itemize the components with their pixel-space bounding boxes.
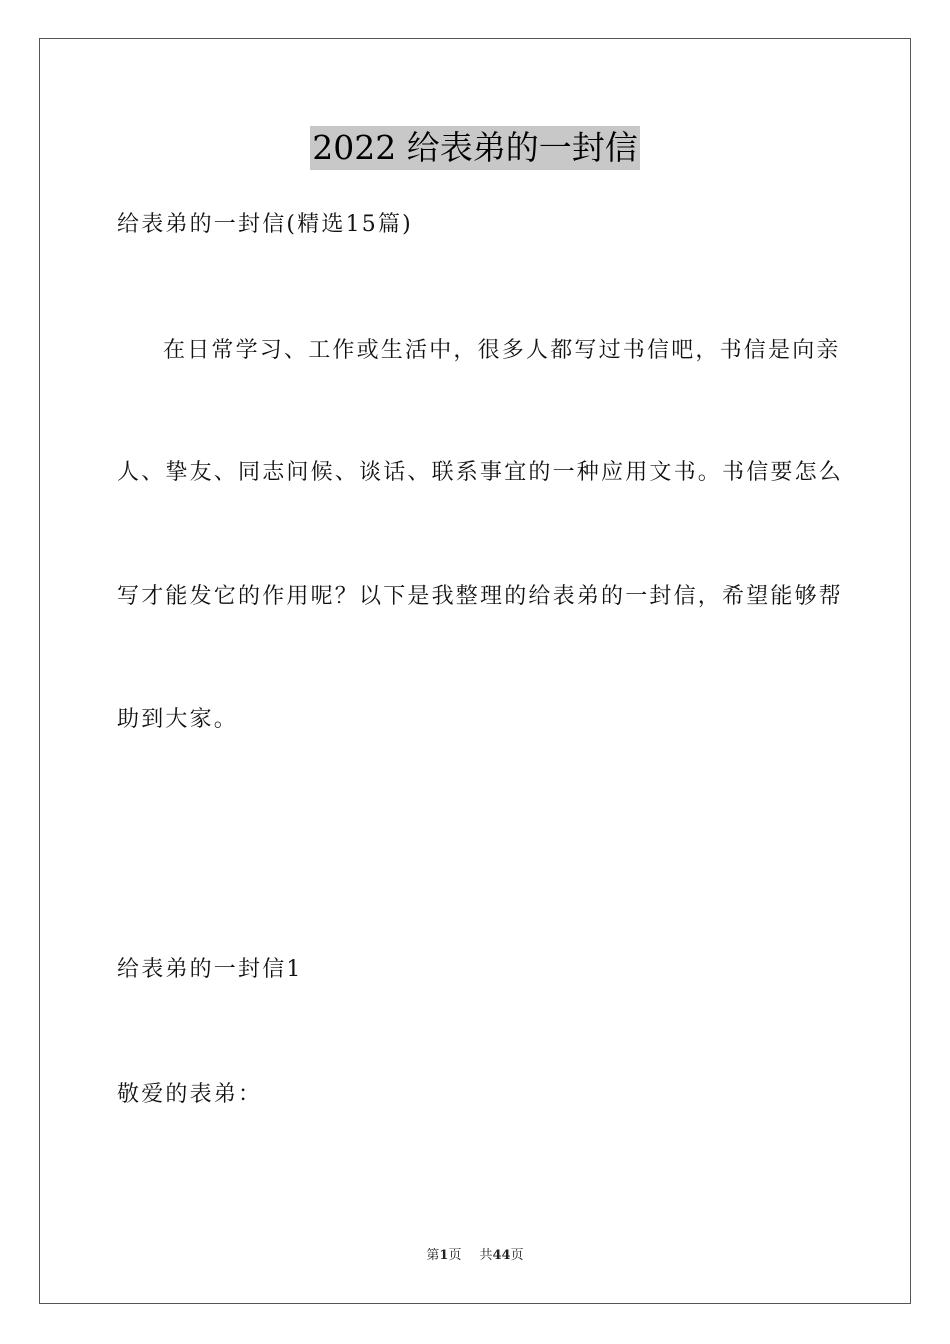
document-subtitle: 给表弟的一封信(精选15篇) <box>117 212 413 237</box>
footer-total-suffix: 页 <box>510 1248 524 1263</box>
salutation: 敬爱的表弟： <box>117 1082 263 1107</box>
footer-total-pages: 44 <box>492 1248 511 1263</box>
footer-page-number: 1 <box>439 1248 449 1263</box>
section-heading: 给表弟的一封信1 <box>117 957 303 982</box>
intro-line-1: 在日常学习、工作或生活中，很多人都写过书信吧，书信是向亲 <box>163 338 841 363</box>
intro-line-3: 写才能发它的作用呢？以下是我整理的给表弟的一封信，希望能够帮 <box>117 584 844 609</box>
page-footer <box>0 1246 950 1266</box>
footer-total-prefix: 共 <box>479 1248 493 1263</box>
intro-line-2: 人、挚友、同志问候、谈话、联系事宜的一种应用文书。书信要怎么 <box>117 460 844 485</box>
document-title: 2022 给表弟的一封信 <box>310 126 639 170</box>
footer-page-suffix: 页 <box>448 1248 462 1263</box>
title-container <box>0 126 950 170</box>
intro-line-4: 助到大家。 <box>117 707 239 732</box>
footer-page-prefix: 第 <box>426 1248 440 1263</box>
